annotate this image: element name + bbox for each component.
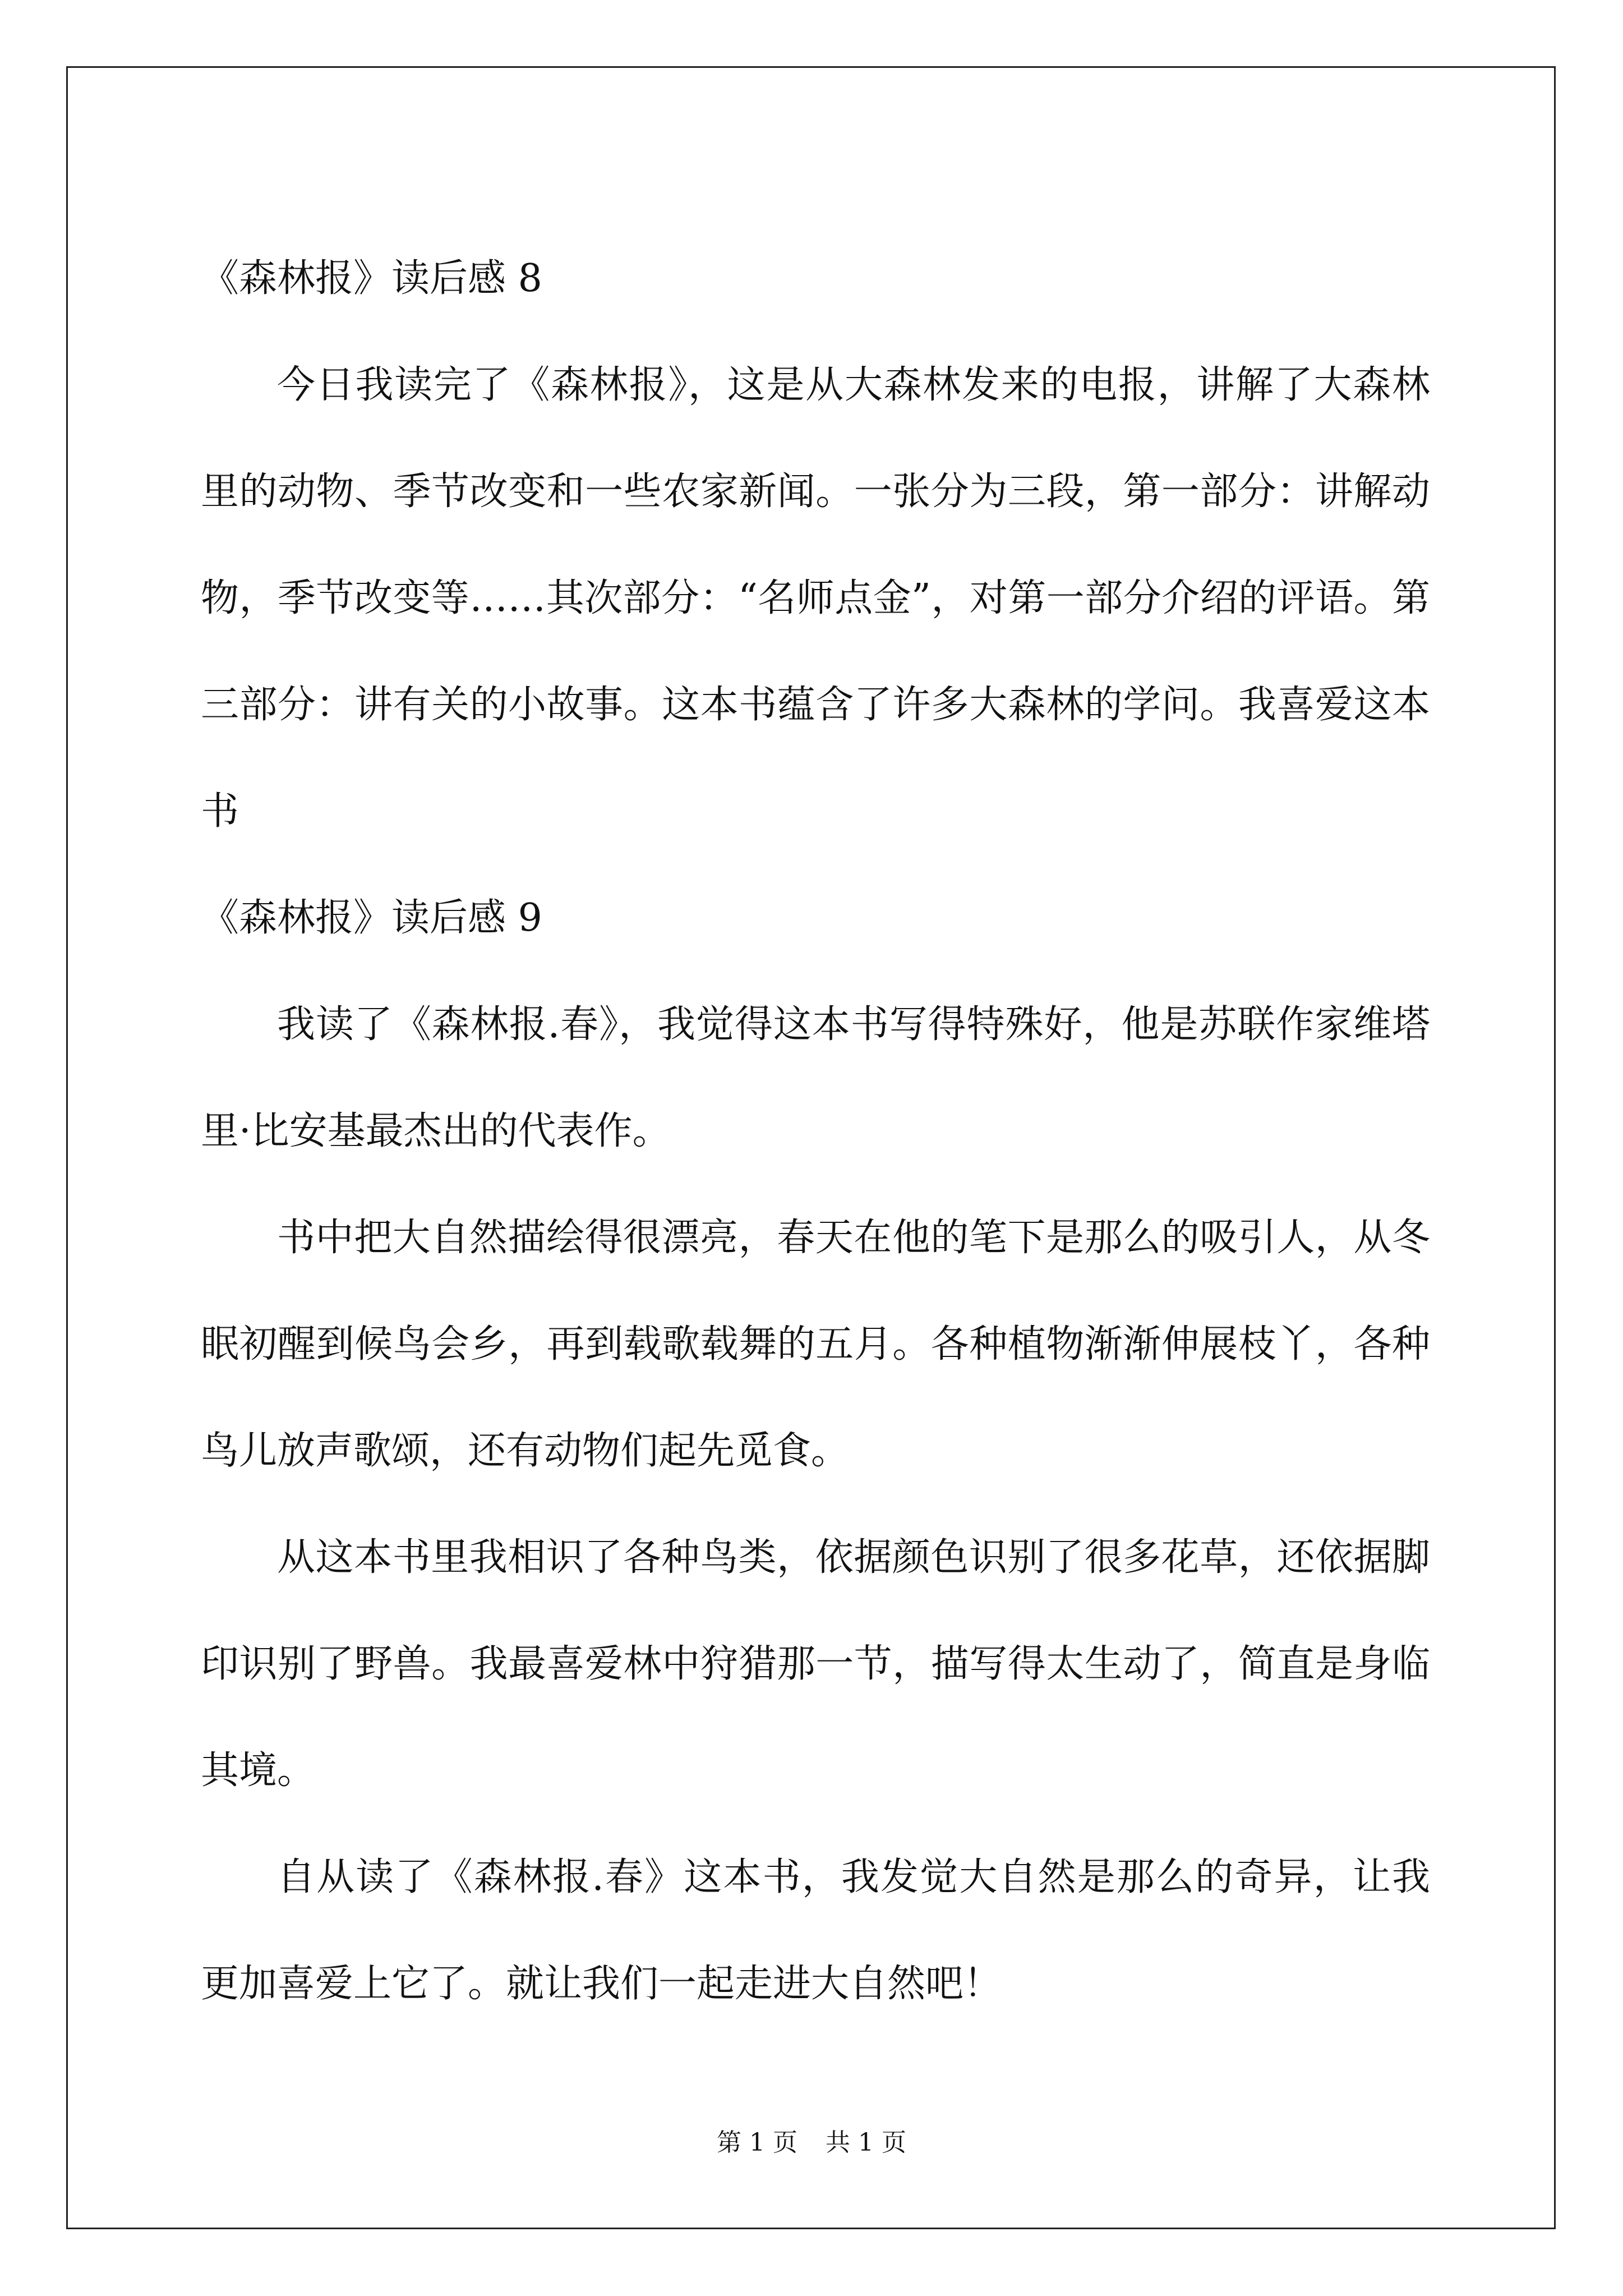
document-body xyxy=(201,203,1430,2037)
section-8-paragraph-1: 今日我读完了《森林报》，这是从大森林发来的电报，讲解了大森林里的动物、季节改变和一些农家新闻。一张分为三段，第一部分：讲解动物，季节改变等……其次部分：“名师点金”，对第一部分介绍的评语。第三部分：讲有关的小故事。这本书蕴含了许多大森林的学问。我喜爱这本书 xyxy=(201,363,1430,834)
page-number-total: 共 1 页 xyxy=(826,2128,906,2157)
section-9-paragraph-1: 我读了《森林报.春》，我觉得这本书写得特殊好，他是苏联作家维塔里·比安基最杰出的代表作。 xyxy=(201,1002,1430,1153)
section-9-paragraph-3: 从这本书里我相识了各种鸟类，依据颜色识别了很多花草，还依据脚印识别了野兽。我最喜爱林中狩猎那一节，描写得太生动了，简直是身临其境。 xyxy=(201,1535,1430,1793)
section-title-9: 《森林报》读后感 9 xyxy=(201,896,542,940)
section-9-paragraph-4: 自从读了《森林报.春》这本书，我发觉大自然是那么的奇异，让我更加喜爱上它了。就让我们一起走进大自然吧！ xyxy=(201,1855,1430,2006)
page-number-current: 第 1 页 xyxy=(717,2128,797,2157)
section-9-paragraph-2: 书中把大自然描绘得很漂亮，春天在他的笔下是那么的吸引人，从冬眠初醒到候鸟会乡，再到载歌载舞的五月。各种植物渐渐伸展枝丫，各种鸟儿放声歌颂，还有动物们起先觅食。 xyxy=(201,1216,1430,1473)
page-footer xyxy=(0,2126,1623,2160)
section-title-8: 《森林报》读后感 8 xyxy=(201,256,542,301)
